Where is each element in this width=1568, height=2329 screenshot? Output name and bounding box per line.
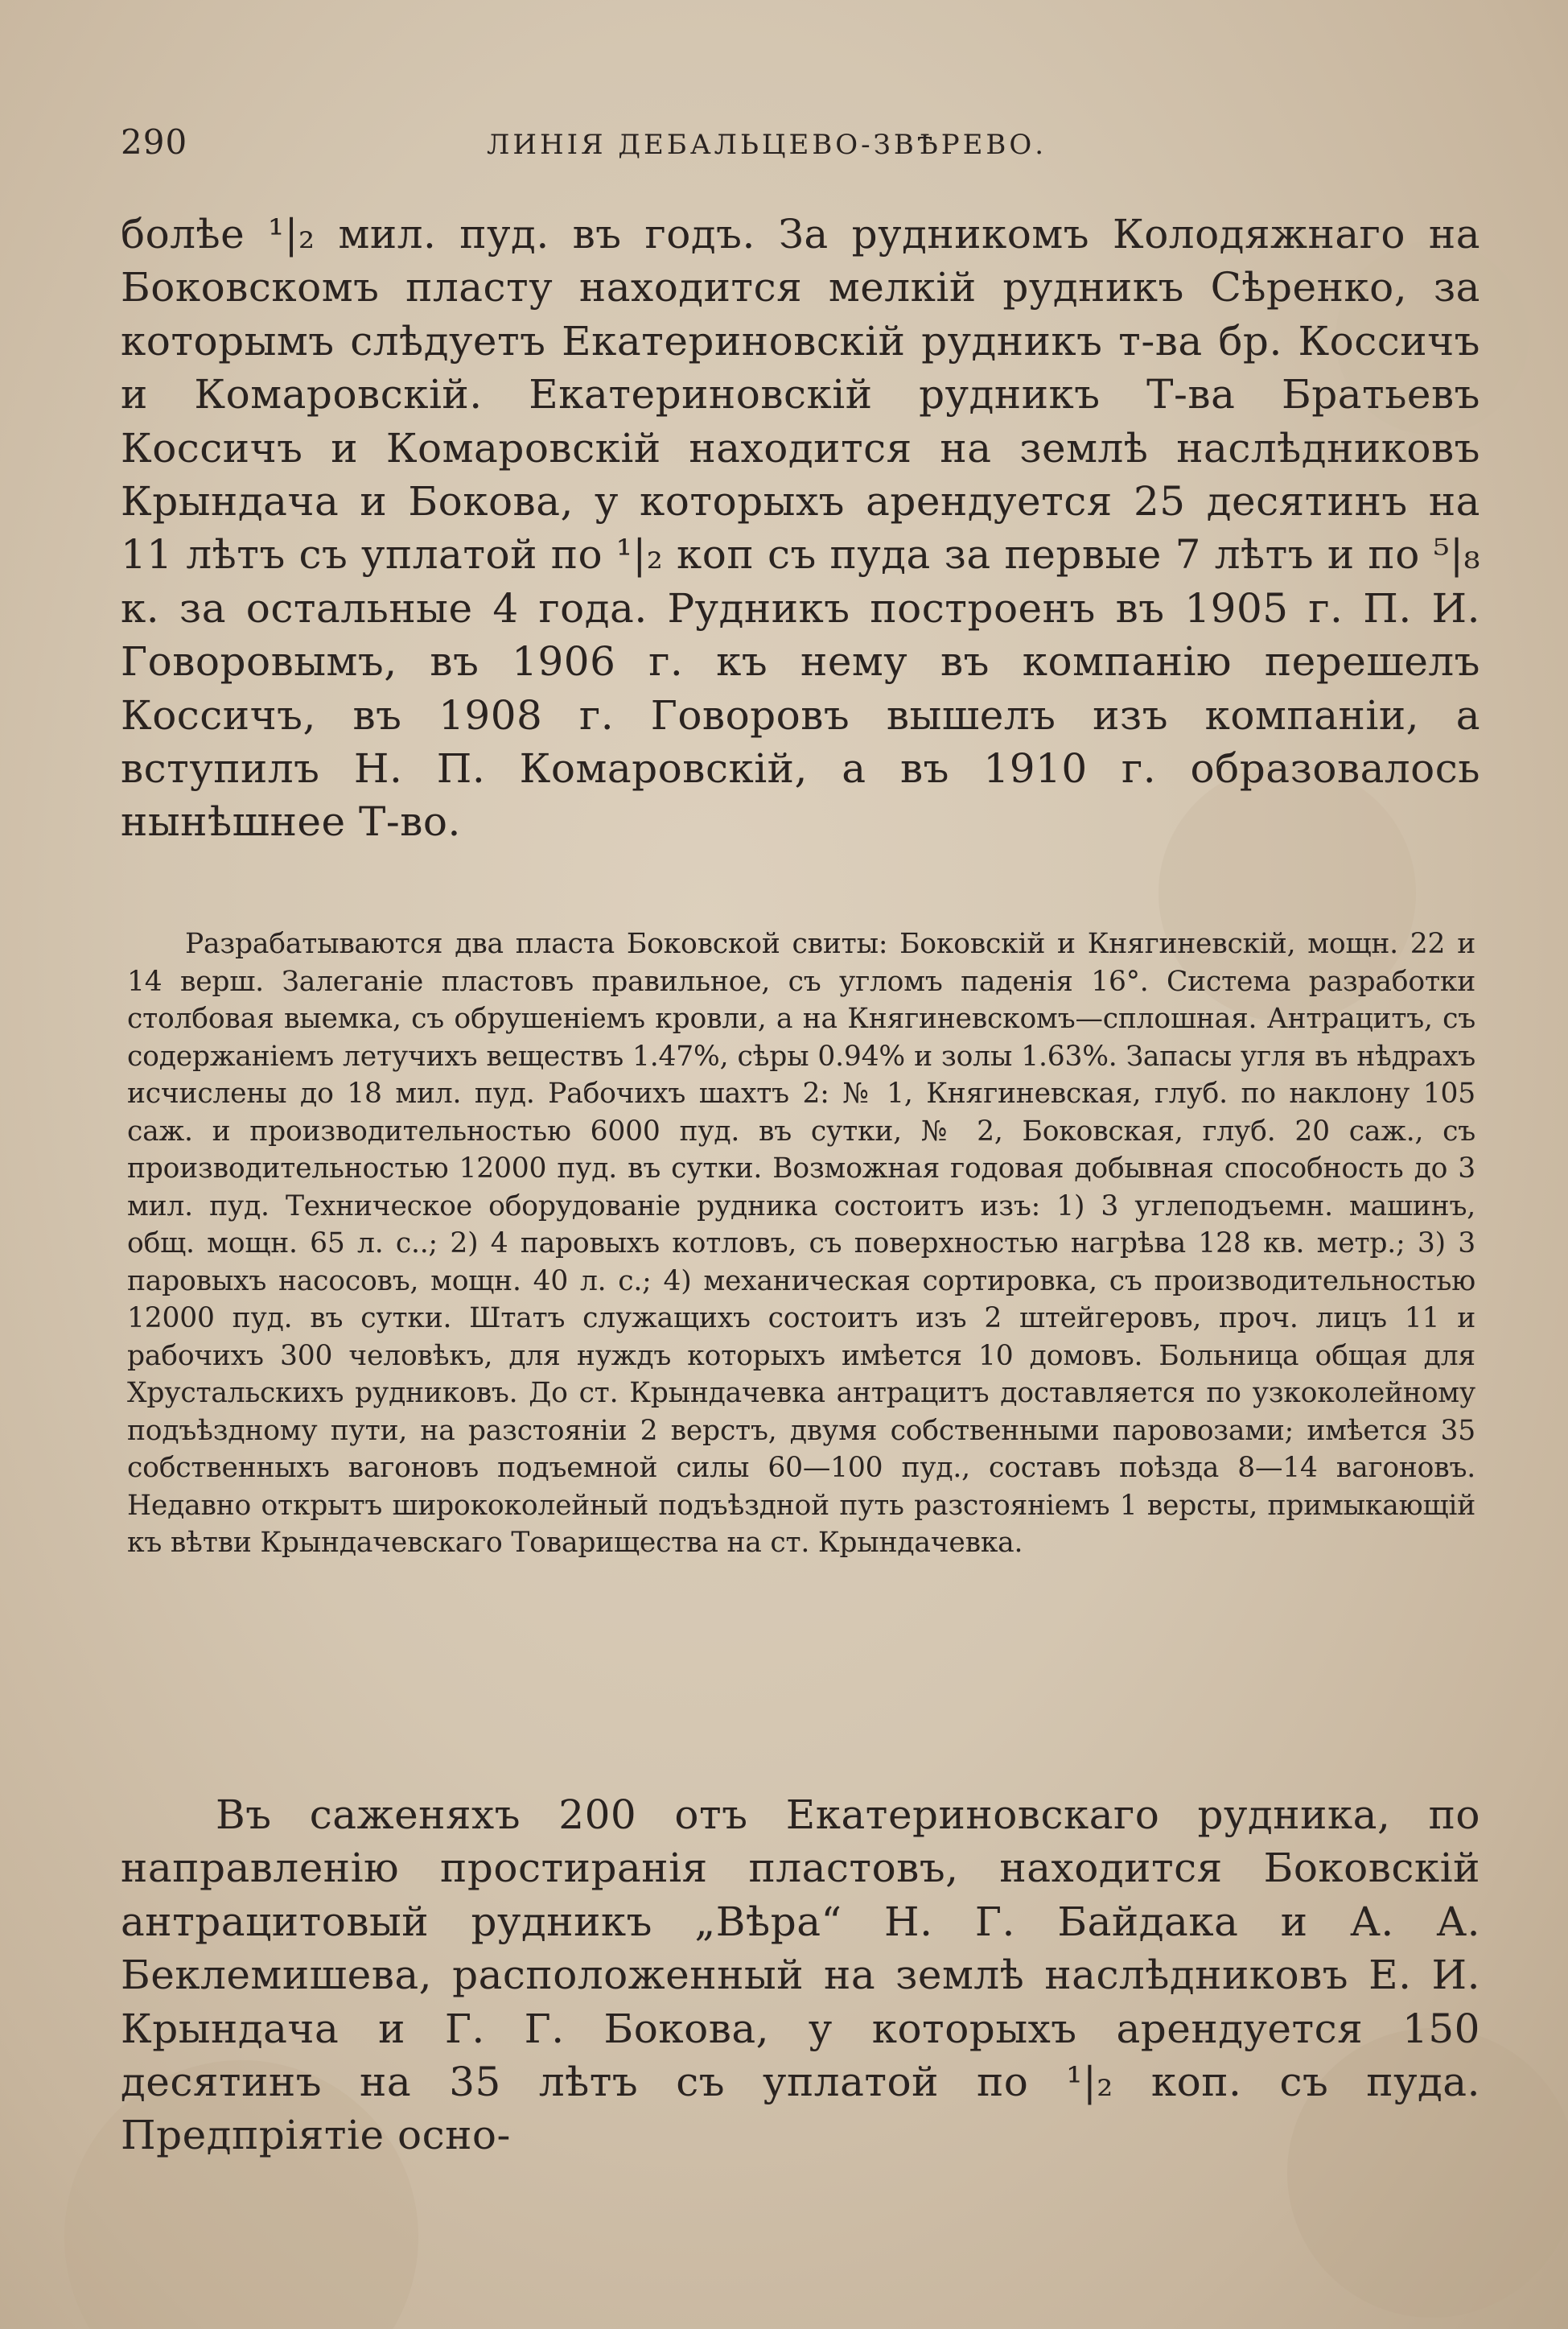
page-number: 290 bbox=[121, 122, 188, 162]
running-title: ЛИНІЯ ДЕБАЛЬЦЕВО-ЗВѢРЕВО. bbox=[487, 129, 1047, 161]
page-header bbox=[121, 122, 1480, 179]
paragraph-3: Въ саженяхъ 200 отъ Екатериновскаго рудника, по направленію простиранія пластовъ, находится Боковскій антрацитовый рудникъ „Вѣра“ Н. Г. Байдака и А. А. Беклемишева, расположенный на землѣ наслѣдниковъ Е. И. Крындача и Г. Г. Бокова, у которыхъ арендуется 150 десятинъ на 35 лѣтъ съ уплатой по ¹|₂ коп. съ пуда. Предпріятіе осно- bbox=[121, 1791, 1480, 2159]
paragraph-1: болѣе ¹|₂ мил. пуд. въ годъ. За рудникомъ Колодяжнаго на Боковскомъ пласту находится мелкій рудникъ Сѣренко, за которымъ слѣдуетъ Екатериновскій рудникъ т-ва бр. Косcичъ и Комаровскій. Екатериновскій рудникъ Т-ва Братьевъ Косcичъ и Комаровскій находится на землѣ наслѣдниковъ Крындача и Бокова, у которыхъ арендуется 25 десятинъ на 11 лѣтъ съ уплатой по ¹|₂ коп съ пуда за первые 7 лѣтъ и по ⁵|₈ к. за остальные 4 года. Рудникъ построенъ въ 1905 г. П. И. Говоровымъ, въ 1906 г. къ нему въ компанію перешелъ Коссичъ, въ 1908 г. Говоровъ вышелъ изъ компаніи, а вступилъ Н. П. Комаровскій, а въ 1910 г. образовалось нынѣшнее Т-во. bbox=[121, 211, 1480, 846]
paragraph-2-small-print: Разрабатываются два пласта Боковской свиты: Боковскій и Княгиневскій, мощн. 22 и 14 верш. Залеганіе пластовъ правильное, съ угломъ паденія 16°. Система разработки столбовая выемка, съ обрушеніемъ кровли, а на Княгиневскомъ—сплошная. Антрацитъ, съ содержаніемъ летучихъ веществъ 1.47%, сѣры 0.94% и золы 1.63%. Запасы угля въ нѣдрахъ исчислены до 18 мил. пуд. Рабочихъ шахтъ 2: № 1, Княгиневская, глуб. по наклону 105 саж. и производительностью 6000 пуд. въ сутки, № 2, Боковская, глуб. 20 саж., съ производительностью 12000 пуд. въ сутки. Возможная годовая добывная способность до 3 мил. пуд. Техническое оборудованіе рудника состоитъ изъ: 1) 3 углеподъемн. машинъ, общ. мощн. 65 л. с..; 2) 4 паровыхъ котловъ, съ поверхностью нагрѣва 128 кв. метр.; 3) 3 паровыхъ насосовъ, мощн. 40 л. с.; 4) механическая сортировка, съ производительностью 12000 пуд. въ сутки. Штатъ служащихъ состоитъ изъ 2 штейгеровъ, проч. лицъ 11 и рабочихъ 300 человѣкъ, для нуждъ которыхъ имѣется 10 домовъ. Больница общая для Хрустальскихъ рудниковъ. До ст. Крындачевка антрацитъ доставляется по узкоколейному подъѣздному пути, на разстояніи 2 верстъ, двумя собственными паровозами; имѣется 35 собственныхъ вагоновъ подъемной силы 60—100 пуд., составъ поѣзда 8—14 вагоновъ. Недавно открытъ ширококолейный подъѣздной путь разстояніемъ 1 версты, примыкающій къ вѣтви Крындачевскаго Товарищества на ст. Крындачевка. bbox=[127, 928, 1475, 1559]
